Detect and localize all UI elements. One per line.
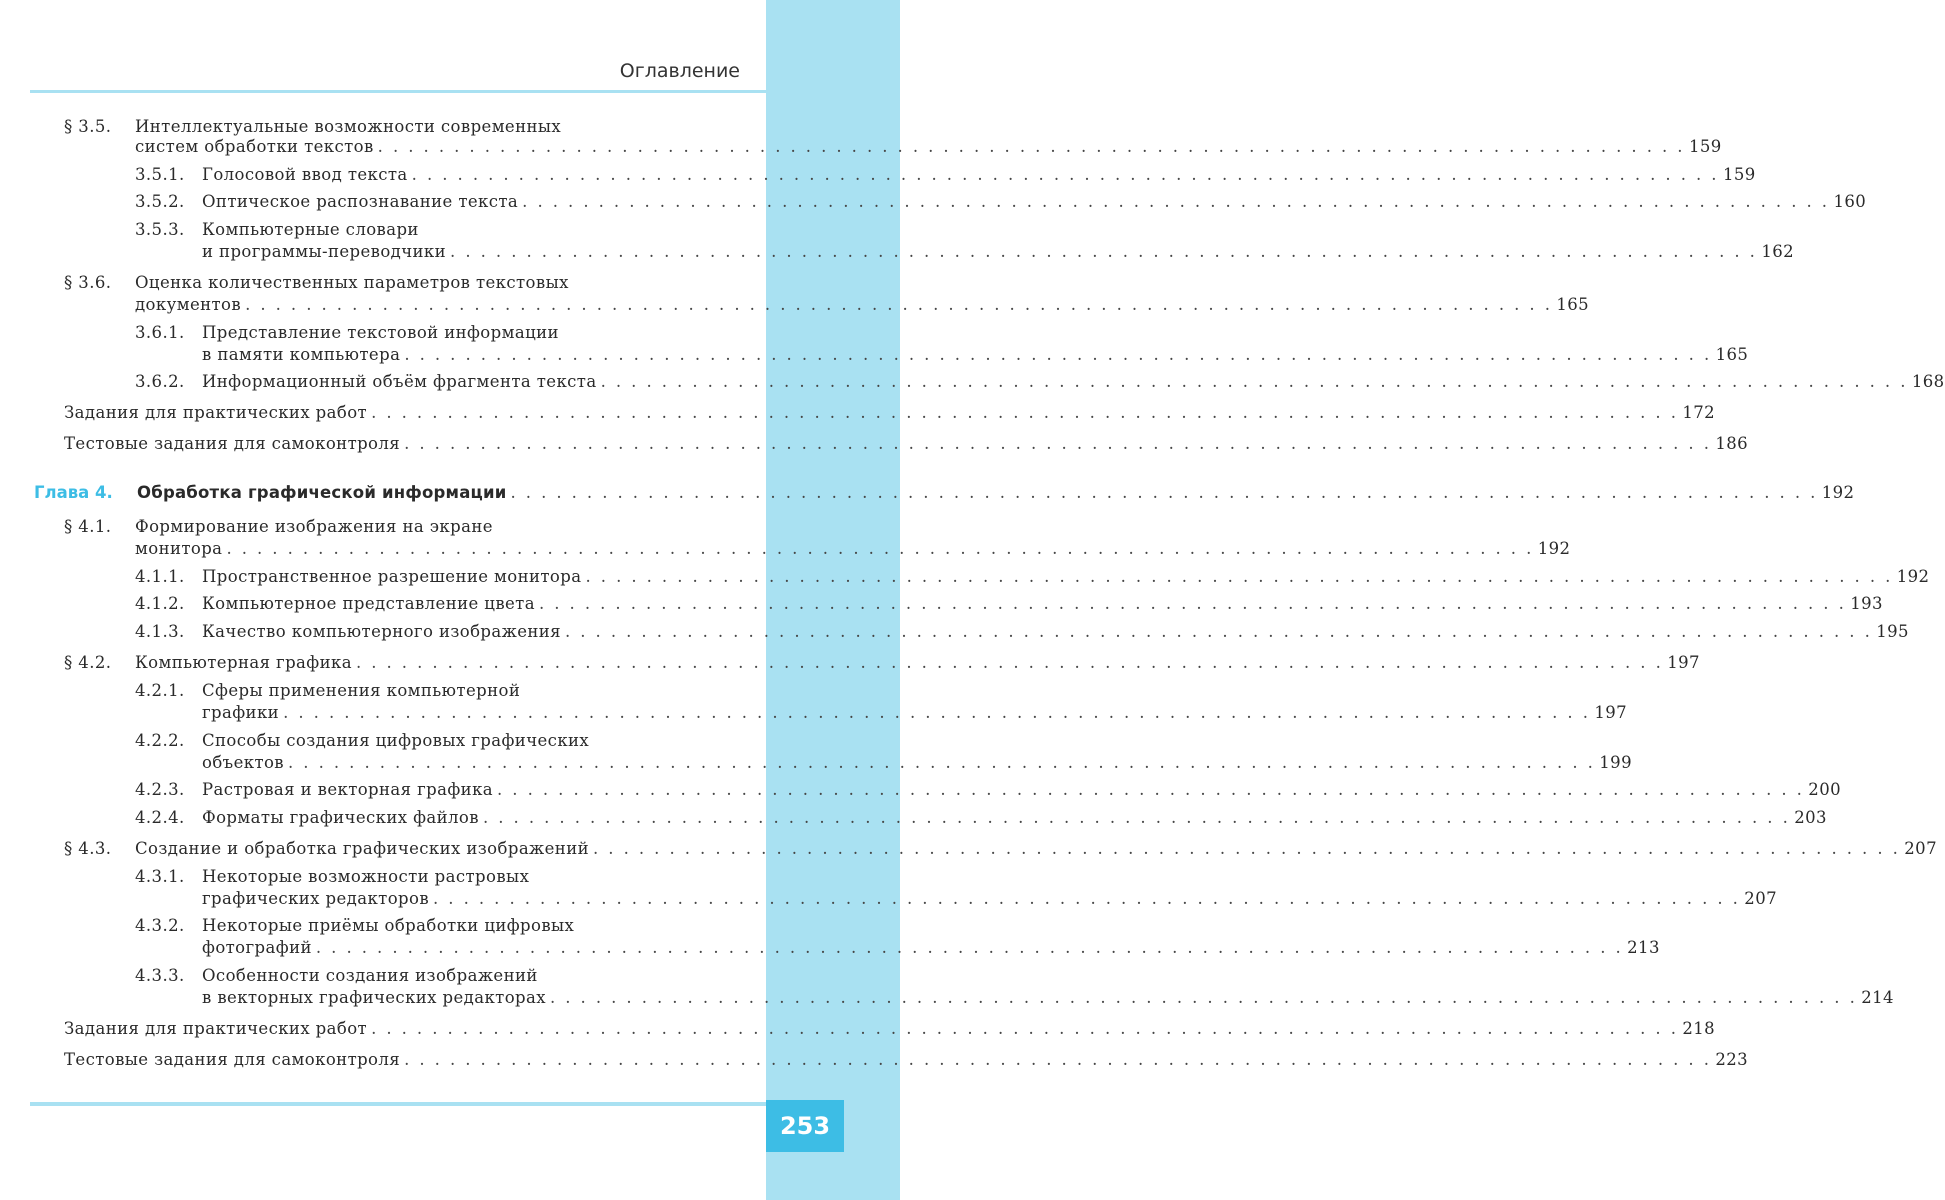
toc-entry[interactable]	[202, 242, 1795, 261]
toc-entry-line1: Оценка количественных параметров текстовых	[135, 273, 569, 292]
toc-entry-title: Информационный объём фрагмента текста	[202, 372, 597, 391]
toc-subsection-number: 4.1.3.	[135, 622, 185, 641]
toc-leader-dots: . . . . . . . . . . . . . . . . . . . . . . . . . . . . . . . . . . . . . . . . . . . . . . . . . . . . . . . . . . . . . . . . . . . . . . . . . . . . . . . . . . . . . .	[497, 780, 1805, 799]
toc-page-number: 199	[1599, 753, 1632, 772]
toc-page-number: 159	[1688, 137, 1722, 156]
toc-leader-dots: . . . . . . . . . . . . . . . . . . . . . . . . . . . . . . . . . . . . . . . . . . . . . . . . . . . . . . . . . . . . . . . . . . . . . . . . . . . . . . . . . . . . . .	[283, 703, 1591, 722]
toc-leader-dots: . . . . . . . . . . . . . . . . . . . . . . . . . . . . . . . . . . . . . . . . . . . . . . . . . . . . . . . . . . . . . . . . . . . . . . . . . . . . . . . . . . . . . .	[482, 808, 1791, 827]
toc-entry-title: объектов	[202, 753, 284, 772]
toc-page-number: 168	[1911, 372, 1945, 391]
toc-entry-title: Создание и обработка графических изображений	[135, 839, 589, 858]
toc-subsection-number: 4.2.3.	[135, 780, 185, 799]
toc-entry-title: документов	[135, 295, 242, 314]
toc-leader-dots: . . . . . . . . . . . . . . . . . . . . . . . . . . . . . . . . . . . . . . . . . . . . . . . . . . . . . . . . . . . . . . . . . . . . . . . . . . . . . . . . . . . . . .	[226, 539, 1534, 558]
toc-entry-title: и программы-переводчики	[202, 242, 447, 261]
toc-page-number: 203	[1794, 808, 1827, 827]
toc-entry-title: Задания для практических работ	[64, 1019, 368, 1038]
toc-page-number: 160	[1833, 192, 1867, 211]
toc-entry[interactable]	[202, 372, 1945, 391]
toc-leader-dots: . . . . . . . . . . . . . . . . . . . . . . . . . . . . . . . . . . . . . . . . . . . . . . . . . . . . . . . . . . . . . . . . . . . . . . . . . . . . . . . . . . . . . .	[585, 567, 1893, 586]
toc-leader-dots: . . . . . . . . . . . . . . . . . . . . . . . . . . . . . . . . . . . . . . . . . . . . . . . . . . . . . . . . . . . . . . . . . . . . . . . . . . . . . . . . . . . . . .	[411, 165, 1719, 184]
toc-subsection-number: 3.5.2.	[135, 192, 185, 211]
toc-entry-title: Пространственное разрешение монитора	[202, 567, 582, 586]
toc-chapter-entry[interactable]	[137, 483, 1855, 502]
toc-leader-dots: . . . . . . . . . . . . . . . . . . . . . . . . . . . . . . . . . . . . . . . . . . . . . . . . . . . . . . . . . . . . . . . . . . . . . . . . . . . . . . . . . . . . . .	[315, 938, 1624, 957]
toc-leader-dots: . . . . . . . . . . . . . . . . . . . . . . . . . . . . . . . . . . . . . . . . . . . . . . . . . . . . . . . . . . . . . . . . . . . . . . . . . . . . . . . . . . . . . .	[510, 483, 1818, 502]
toc-subsection-number: 3.6.2.	[135, 372, 185, 391]
toc-leader-dots: . . . . . . . . . . . . . . . . . . . . . . . . . . . . . . . . . . . . . . . . . . . . . . . . . . . . . . . . . . . . . . . . . . . . . . . . . . . . . . . . . . . . . .	[404, 434, 1712, 453]
toc-chapter-title: Обработка графической информации	[137, 483, 507, 502]
toc-entry[interactable]	[202, 988, 1894, 1007]
toc-entry-line1: Интеллектуальные возможности современных	[135, 117, 562, 136]
toc-entry-line1: Способы создания цифровых графических	[202, 731, 590, 750]
toc-leader-dots: . . . . . . . . . . . . . . . . . . . . . . . . . . . . . . . . . . . . . . . . . . . . . . . . . . . . . . . . . . . . . . . . . . . . . . . . . . . . . . . . . . . . . .	[371, 1019, 1679, 1038]
toc-entry-title: Тестовые задания для самоконтроля	[64, 1050, 401, 1069]
toc-entry-line1: Особенности создания изображений	[202, 966, 538, 985]
toc-page-number: 172	[1682, 403, 1716, 422]
toc-entry[interactable]	[202, 345, 1749, 364]
toc-entry[interactable]	[202, 192, 1867, 211]
toc-leader-dots: . . . . . . . . . . . . . . . . . . . . . . . . . . . . . . . . . . . . . . . . . . . . . . . . . . . . . . . . . . . . . . . . . . . . . . . . . . . . . . . . . . . . . .	[245, 295, 1553, 314]
toc-subsection-number: 3.5.1.	[135, 165, 185, 184]
toc-page-number: 165	[1556, 295, 1590, 314]
toc-subsection-number: 3.6.1.	[135, 323, 185, 342]
chapter-number: Глава 4.	[34, 483, 113, 502]
toc-page-number: 197	[1667, 653, 1700, 672]
toc-entry[interactable]	[202, 622, 1909, 641]
toc-entry-line1: Компьютерные словари	[202, 220, 419, 239]
toc-leader-dots: . . . . . . . . . . . . . . . . . . . . . . . . . . . . . . . . . . . . . . . . . . . . . . . . . . . . . . . . . . . . . . . . . . . . . . . . . . . . . . . . . . . . . .	[377, 137, 1685, 156]
toc-entry[interactable]	[135, 653, 1700, 672]
toc-entry[interactable]	[202, 889, 1777, 908]
toc-leader-dots: . . . . . . . . . . . . . . . . . . . . . . . . . . . . . . . . . . . . . . . . . . . . . . . . . . . . . . . . . . . . . . . . . . . . . . . . . . . . . . . . . . . . . .	[538, 594, 1847, 613]
toc-entry[interactable]	[202, 753, 1632, 772]
toc-entry-title: Растровая и векторная графика	[202, 780, 494, 799]
toc-page-number: 197	[1594, 703, 1628, 722]
toc-entry[interactable]	[202, 780, 1841, 799]
toc-leader-dots: . . . . . . . . . . . . . . . . . . . . . . . . . . . . . . . . . . . . . . . . . . . . . . . . . . . . . . . . . . . . . . . . . . . . . . . . . . . . . . . . . . . . . .	[371, 403, 1679, 422]
toc-page-number: 193	[1850, 594, 1883, 613]
toc-subsection-number: 4.2.2.	[135, 731, 185, 750]
toc-entry[interactable]	[64, 1050, 1749, 1069]
toc-entry-title: Компьютерная графика	[135, 653, 352, 672]
toc-page-number: 192	[1896, 567, 1930, 586]
toc-entry-title: Оптическое распознавание текста	[202, 192, 519, 211]
toc-entry[interactable]	[135, 539, 1571, 558]
toc-entry-title: в векторных графических редакторах	[202, 988, 546, 1007]
toc-page-number: 162	[1761, 242, 1795, 261]
toc-entry[interactable]	[135, 137, 1722, 156]
toc-page-number: 200	[1808, 780, 1841, 799]
toc-entry-line1: Формирование изображения на экране	[135, 517, 493, 536]
toc-entry-title: Задания для практических работ	[64, 403, 368, 422]
toc-leader-dots: . . . . . . . . . . . . . . . . . . . . . . . . . . . . . . . . . . . . . . . . . . . . . . . . . . . . . . . . . . . . . . . . . . . . . . . . . . . . . . . . . . . . . .	[288, 753, 1596, 772]
toc-leader-dots: . . . . . . . . . . . . . . . . . . . . . . . . . . . . . . . . . . . . . . . . . . . . . . . . . . . . . . . . . . . . . . . . . . . . . . . . . . . . . . . . . . . . . .	[404, 1050, 1712, 1069]
toc-leader-dots: . . . . . . . . . . . . . . . . . . . . . . . . . . . . . . . . . . . . . . . . . . . . . . . . . . . . . . . . . . . . . . . . . . . . . . . . . . . . . . . . . . . . . .	[522, 192, 1830, 211]
header-rule	[30, 90, 766, 93]
toc-entry-title: в памяти компьютера	[202, 345, 401, 364]
toc-page-number: 195	[1876, 622, 1909, 641]
toc-entry[interactable]	[202, 165, 1756, 184]
toc-subsection-number: 4.1.2.	[135, 594, 185, 613]
toc-entry-line1: Некоторые возможности растровых	[202, 867, 530, 886]
toc-page-number: 159	[1722, 165, 1756, 184]
toc-entry[interactable]	[64, 403, 1716, 422]
toc-page-number: 218	[1682, 1019, 1716, 1038]
toc-page-number: 207	[1904, 839, 1937, 858]
toc-page-number: 214	[1861, 988, 1894, 1007]
toc-page-number: 213	[1627, 938, 1660, 957]
toc-entry[interactable]	[135, 839, 1937, 858]
toc-entry-title: Голосовой ввод текста	[202, 165, 408, 184]
toc-page-number: 207	[1744, 889, 1777, 908]
toc-leader-dots: . . . . . . . . . . . . . . . . . . . . . . . . . . . . . . . . . . . . . . . . . . . . . . . . . . . . . . . . . . . . . . . . . . . . . . . . . . . . . . . . . . . . . .	[593, 839, 1901, 858]
page-header-title: Оглавление	[619, 60, 740, 82]
toc-subsection-number: 4.3.1.	[135, 867, 185, 886]
toc-leader-dots: . . . . . . . . . . . . . . . . . . . . . . . . . . . . . . . . . . . . . . . . . . . . . . . . . . . . . . . . . . . . . . . . . . . . . . . . . . . . . . . . . . . . . .	[549, 988, 1858, 1007]
toc-page-number: 192	[1821, 483, 1855, 502]
toc-entry[interactable]	[202, 938, 1660, 957]
toc-page-number: 192	[1537, 539, 1571, 558]
toc-section-number: § 4.3.	[64, 839, 112, 858]
toc-leader-dots: . . . . . . . . . . . . . . . . . . . . . . . . . . . . . . . . . . . . . . . . . . . . . . . . . . . . . . . . . . . . . . . . . . . . . . . . . . . . . . . . . . . . . .	[450, 242, 1758, 261]
toc-entry-title: монитора	[135, 539, 223, 558]
toc-section-number: § 3.6.	[64, 273, 112, 292]
toc-entry-title: Качество компьютерного изображения	[202, 622, 561, 641]
toc-entry[interactable]	[202, 594, 1883, 613]
toc-entry[interactable]	[202, 808, 1827, 827]
toc-entry-title: графических редакторов	[202, 889, 430, 908]
page-number-badge: 253	[766, 1100, 844, 1152]
toc-entry[interactable]	[64, 1019, 1716, 1038]
toc-entry[interactable]	[202, 567, 1930, 586]
toc-entry[interactable]	[135, 295, 1590, 314]
toc-subsection-number: 3.5.3.	[135, 220, 185, 239]
footer-rule	[30, 1102, 766, 1106]
toc-subsection-number: 4.2.1.	[135, 681, 185, 700]
toc-leader-dots: . . . . . . . . . . . . . . . . . . . . . . . . . . . . . . . . . . . . . . . . . . . . . . . . . . . . . . . . . . . . . . . . . . . . . . . . . . . . . . . . . . . . . .	[433, 889, 1741, 908]
toc-leader-dots: . . . . . . . . . . . . . . . . . . . . . . . . . . . . . . . . . . . . . . . . . . . . . . . . . . . . . . . . . . . . . . . . . . . . . . . . . . . . . . . . . . . . . .	[355, 653, 1664, 672]
toc-page-number: 165	[1715, 345, 1749, 364]
toc-entry-title: систем обработки текстов	[135, 137, 374, 156]
toc-entry-title: Тестовые задания для самоконтроля	[64, 434, 401, 453]
toc-entry[interactable]	[202, 703, 1628, 722]
toc-entry-line1: Сферы применения компьютерной	[202, 681, 521, 700]
toc-subsection-number: 4.1.1.	[135, 567, 185, 586]
toc-page-number: 186	[1715, 434, 1749, 453]
toc-leader-dots: . . . . . . . . . . . . . . . . . . . . . . . . . . . . . . . . . . . . . . . . . . . . . . . . . . . . . . . . . . . . . . . . . . . . . . . . . . . . . . . . . . . . . .	[564, 622, 1873, 641]
toc-section-number: § 4.1.	[64, 517, 112, 536]
toc-entry-title: Компьютерное представление цвета	[202, 594, 535, 613]
toc-entry-title: графики	[202, 703, 280, 722]
toc-entry-title: Форматы графических файлов	[202, 808, 479, 827]
toc-section-number: § 3.5.	[64, 117, 112, 136]
toc-entry[interactable]	[64, 434, 1749, 453]
toc-entry-line1: Представление текстовой информации	[202, 323, 559, 342]
toc-subsection-number: 4.3.3.	[135, 966, 185, 985]
toc-entry-line1: Некоторые приёмы обработки цифровых	[202, 916, 575, 935]
toc-section-number: § 4.2.	[64, 653, 112, 672]
toc-page-number: 223	[1715, 1050, 1749, 1069]
toc-leader-dots: . . . . . . . . . . . . . . . . . . . . . . . . . . . . . . . . . . . . . . . . . . . . . . . . . . . . . . . . . . . . . . . . . . . . . . . . . . . . . . . . . . . . . .	[404, 345, 1712, 364]
toc-leader-dots: . . . . . . . . . . . . . . . . . . . . . . . . . . . . . . . . . . . . . . . . . . . . . . . . . . . . . . . . . . . . . . . . . . . . . . . . . . . . . . . . . . . . . .	[600, 372, 1908, 391]
toc-entry-title: фотографий	[202, 938, 312, 957]
toc-subsection-number: 4.2.4.	[135, 808, 185, 827]
toc-subsection-number: 4.3.2.	[135, 916, 185, 935]
